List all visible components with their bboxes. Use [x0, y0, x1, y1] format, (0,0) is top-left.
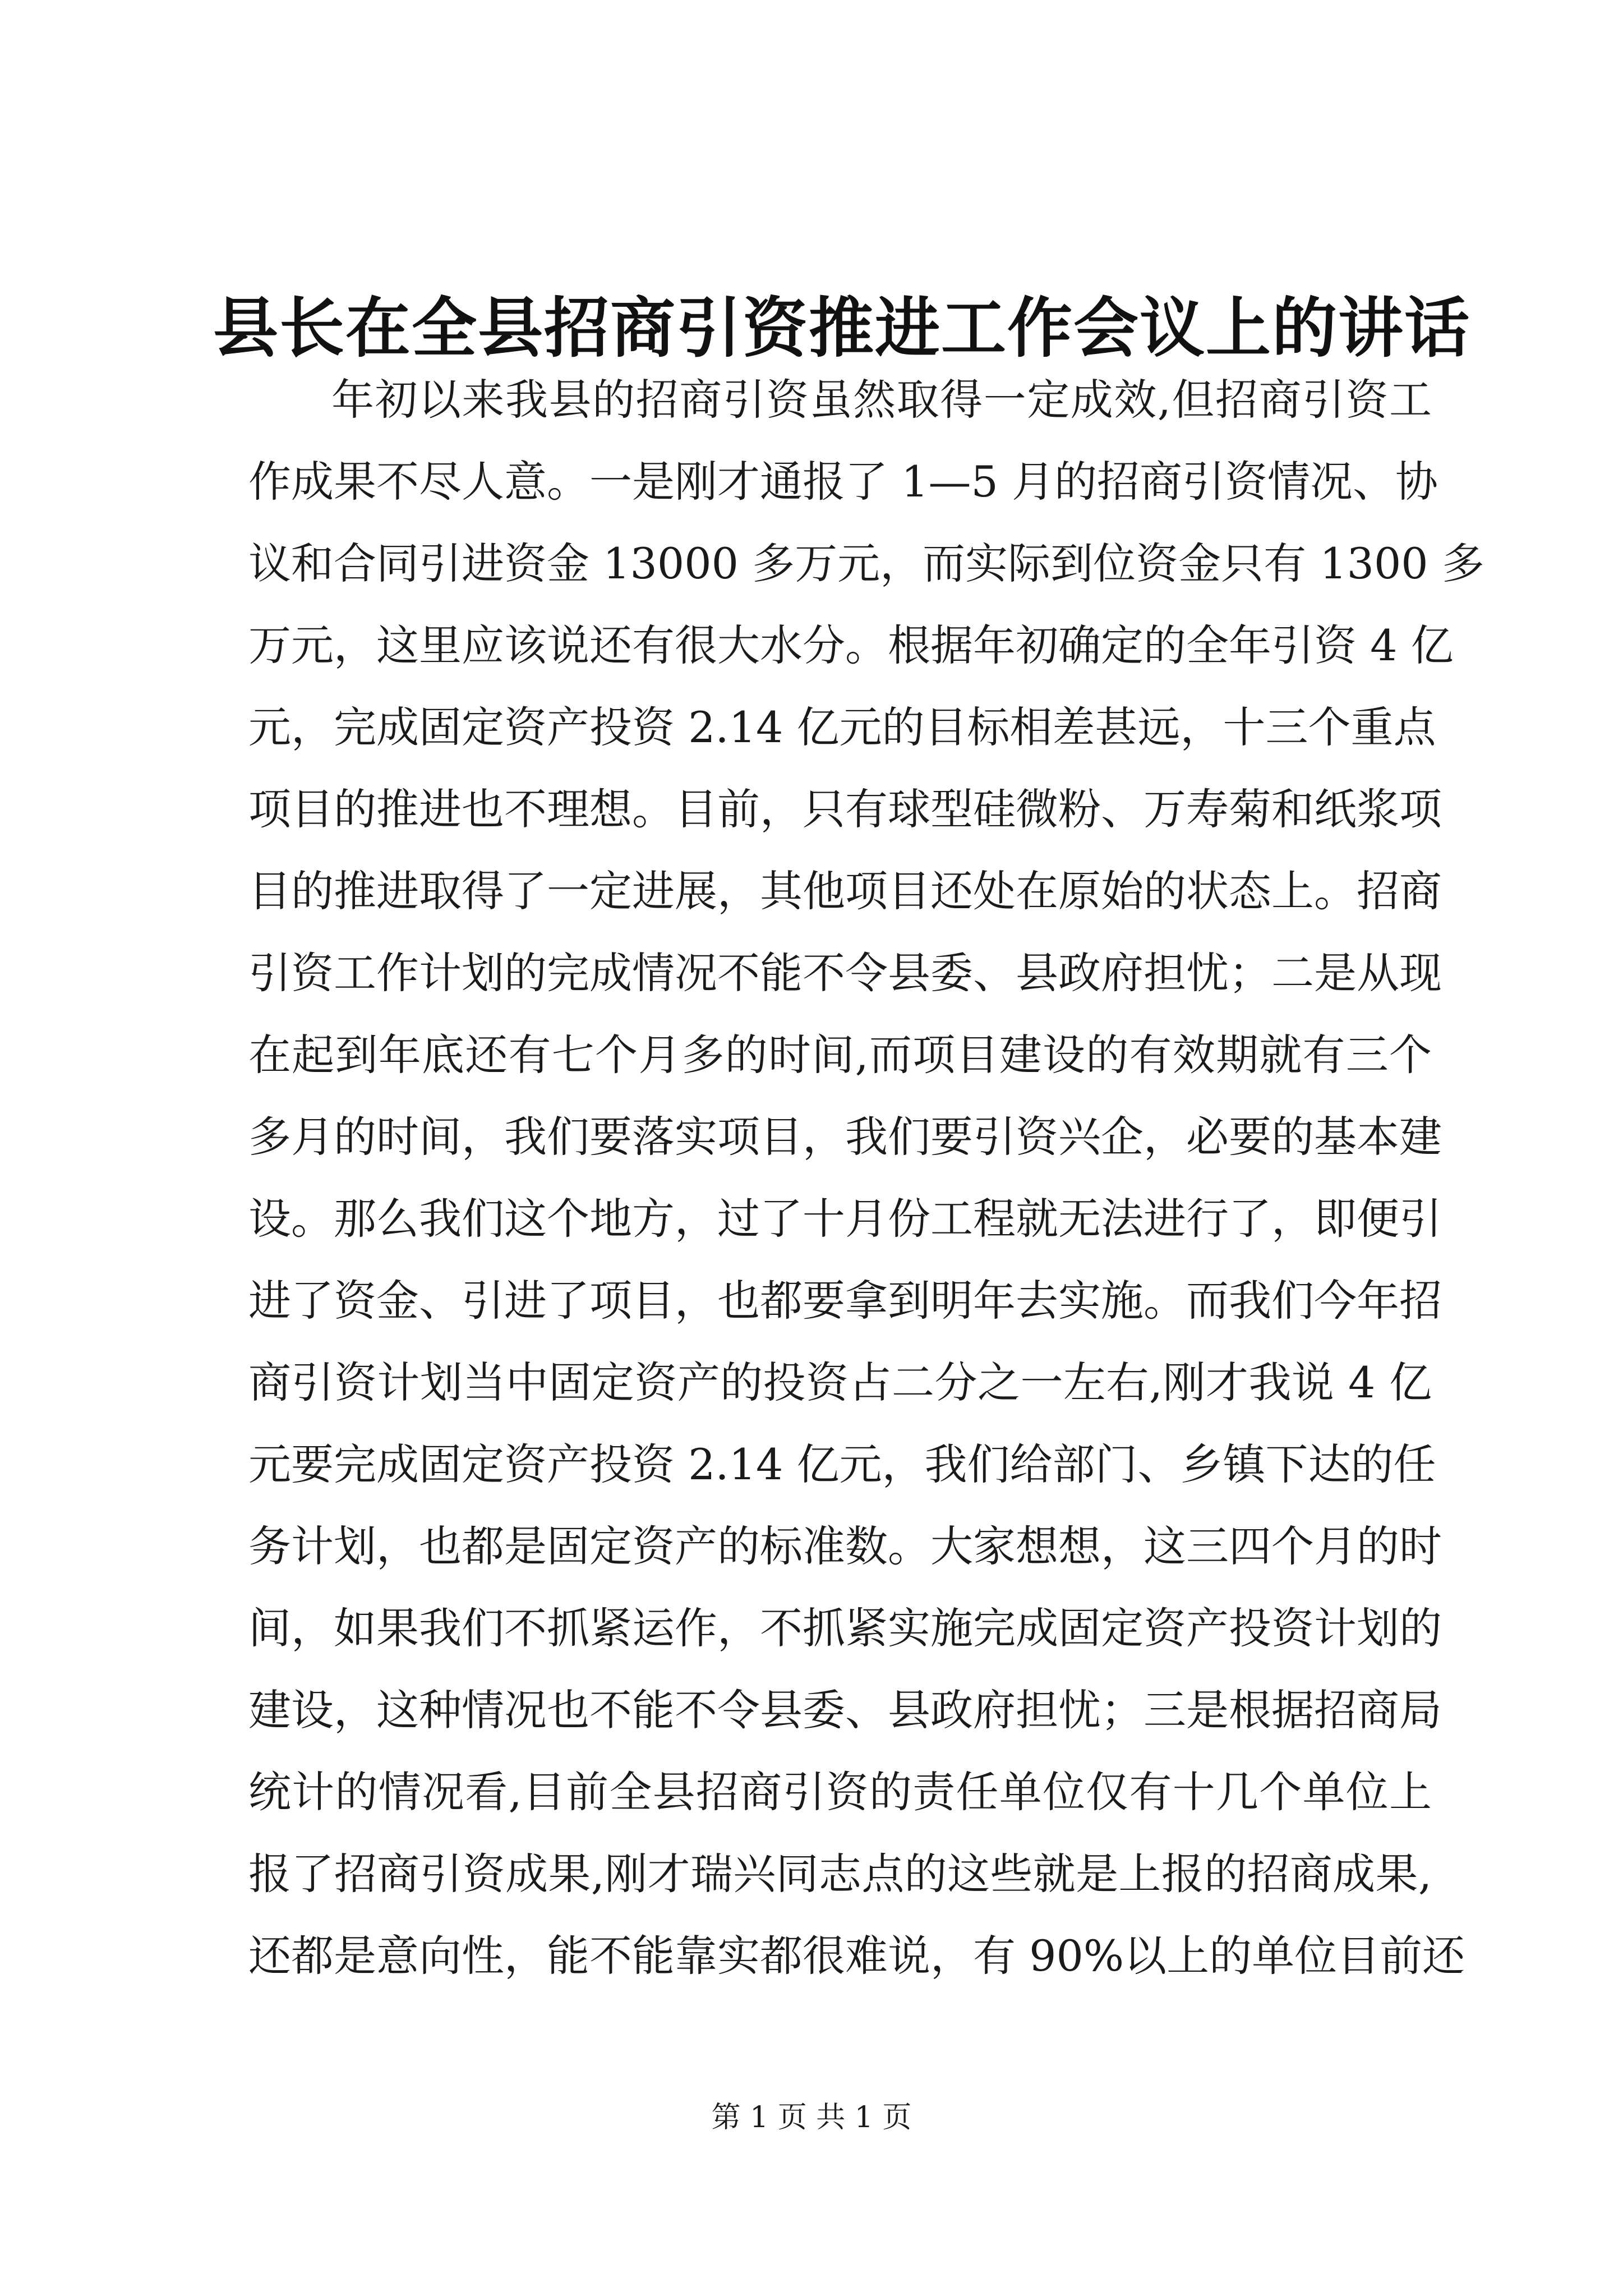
body-line: 务计划，也都是固定资产的标准数。大家想想，这三四个月的时	[248, 1521, 1442, 1571]
body-line: 多月的时间，我们要落实项目，我们要引资兴企，必要的基本建	[248, 1112, 1442, 1162]
body-line: 商引资计划当中固定资产的投资占二分之一左右,刚才我说 4 亿	[248, 1358, 1432, 1407]
body-line: 间，如果我们不抓紧运作，不抓紧实施完成固定资产投资计划的	[248, 1603, 1442, 1653]
body-line: 目的推进取得了一定进展，其他项目还处在原始的状态上。招商	[248, 866, 1442, 916]
body-line: 万元，这里应该说还有很大水分。根据年初确定的全年引资 4 亿	[248, 620, 1454, 670]
body-line: 还都是意向性，能不能靠实都很难说，有 90%以上的单位目前还	[248, 1931, 1465, 1981]
body-line: 议和合同引进资金 13000 多万元，而实际到位资金只有 1300 多	[248, 539, 1484, 588]
body-line: 报了招商引资成果,刚才瑞兴同志点的这些就是上报的招商成果,	[248, 1849, 1432, 1899]
body-line: 元，完成固定资产投资 2.14 亿元的目标相差甚远，十三个重点	[248, 702, 1436, 752]
body-line: 作成果不尽人意。一是刚才通报了 1—5 月的招商引资情况、协	[248, 457, 1438, 507]
body-line: 设。那么我们这个地方，过了十月份工程就无法进行了，即便引	[248, 1194, 1442, 1244]
body-line: 在起到年底还有七个月多的时间,而项目建设的有效期就有三个	[248, 1030, 1432, 1080]
body-line: 引资工作计划的完成情况不能不令县委、县政府担忧；二是从现	[248, 948, 1442, 998]
page-footer: 第 1 页 共 1 页	[711, 2101, 912, 2134]
body-line: 进了资金、引进了项目，也都要拿到明年去实施。而我们今年招	[248, 1276, 1442, 1326]
body-line: 年初以来我县的招商引资虽然取得一定成效,但招商引资工	[331, 375, 1432, 425]
body-line: 建设，这种情况也不能不令县委、县政府担忧；三是根据招商局	[248, 1685, 1442, 1735]
document-title: 县长在全县招商引资推进工作会议上的讲话	[213, 290, 1470, 366]
document-body	[248, 359, 1484, 1997]
body-line: 统计的情况看,目前全县招商引资的责任单位仅有十几个单位上	[248, 1767, 1432, 1817]
body-line: 元要完成固定资产投资 2.14 亿元，我们给部门、乡镇下达的任	[248, 1439, 1436, 1489]
body-line: 项目的推进也不理想。目前，只有球型硅微粉、万寿菊和纸浆项	[248, 784, 1442, 834]
